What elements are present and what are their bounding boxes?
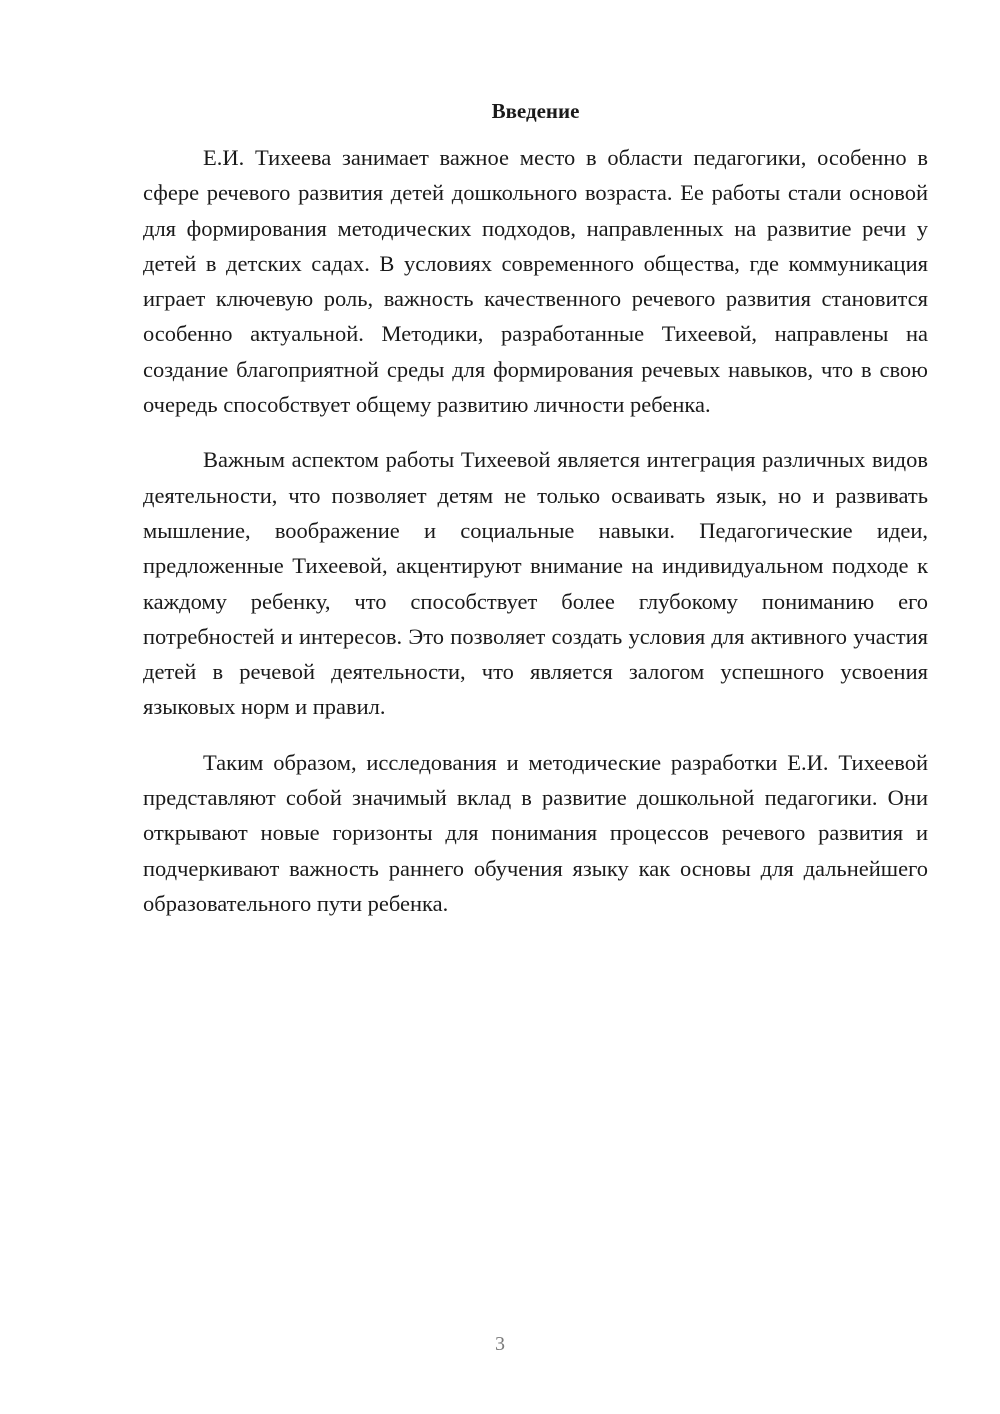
section-title: Введение [491, 99, 580, 123]
paragraph-3: Таким образом, исследования и методические разработки Е.И. Тихеевой представляют собой значимый вклад в развитие дошкольной педагогики. Они открывают новые горизонты для понимания процессов речевого развития и подчеркивают важность раннего обучения языку как основы для дальнейшего образовательного пути ребенка. [143, 749, 928, 916]
page-content [143, 96, 928, 941]
page-number: 3 [495, 1333, 505, 1355]
paragraph-1: Е.И. Тихеева занимает важное место в области педагогики, особенно в сфере речевого развития детей дошкольного возраста. Ее работы стали основой для формирования методических подходов, направленных на развитие речи у детей в детских садах. В условиях современного общества, где коммуникация играет ключевую роль, важность качественного речевого развития становится особенно актуальной. Методики, разработанные Тихеевой, направлены на создание благоприятной среды для формирования речевых навыков, что в свою очередь способствует общему развитию личности ребенка. [143, 145, 928, 418]
paragraph-2: Важным аспектом работы Тихеевой является интеграция различных видов деятельности, что позволяет детям не только осваивать язык, но и развивать мышление, воображение и социальные навыки. Педагогические идеи, предложенные Тихеевой, акцентируют внимание на индивидуальном подходе к каждому ребенку, что способствует более глубокому пониманию его потребностей и интересов. Это позволяет создать условия для активного участия детей в речевой деятельности, что является залогом успешного усвоения языковых норм и правил. [143, 447, 928, 720]
